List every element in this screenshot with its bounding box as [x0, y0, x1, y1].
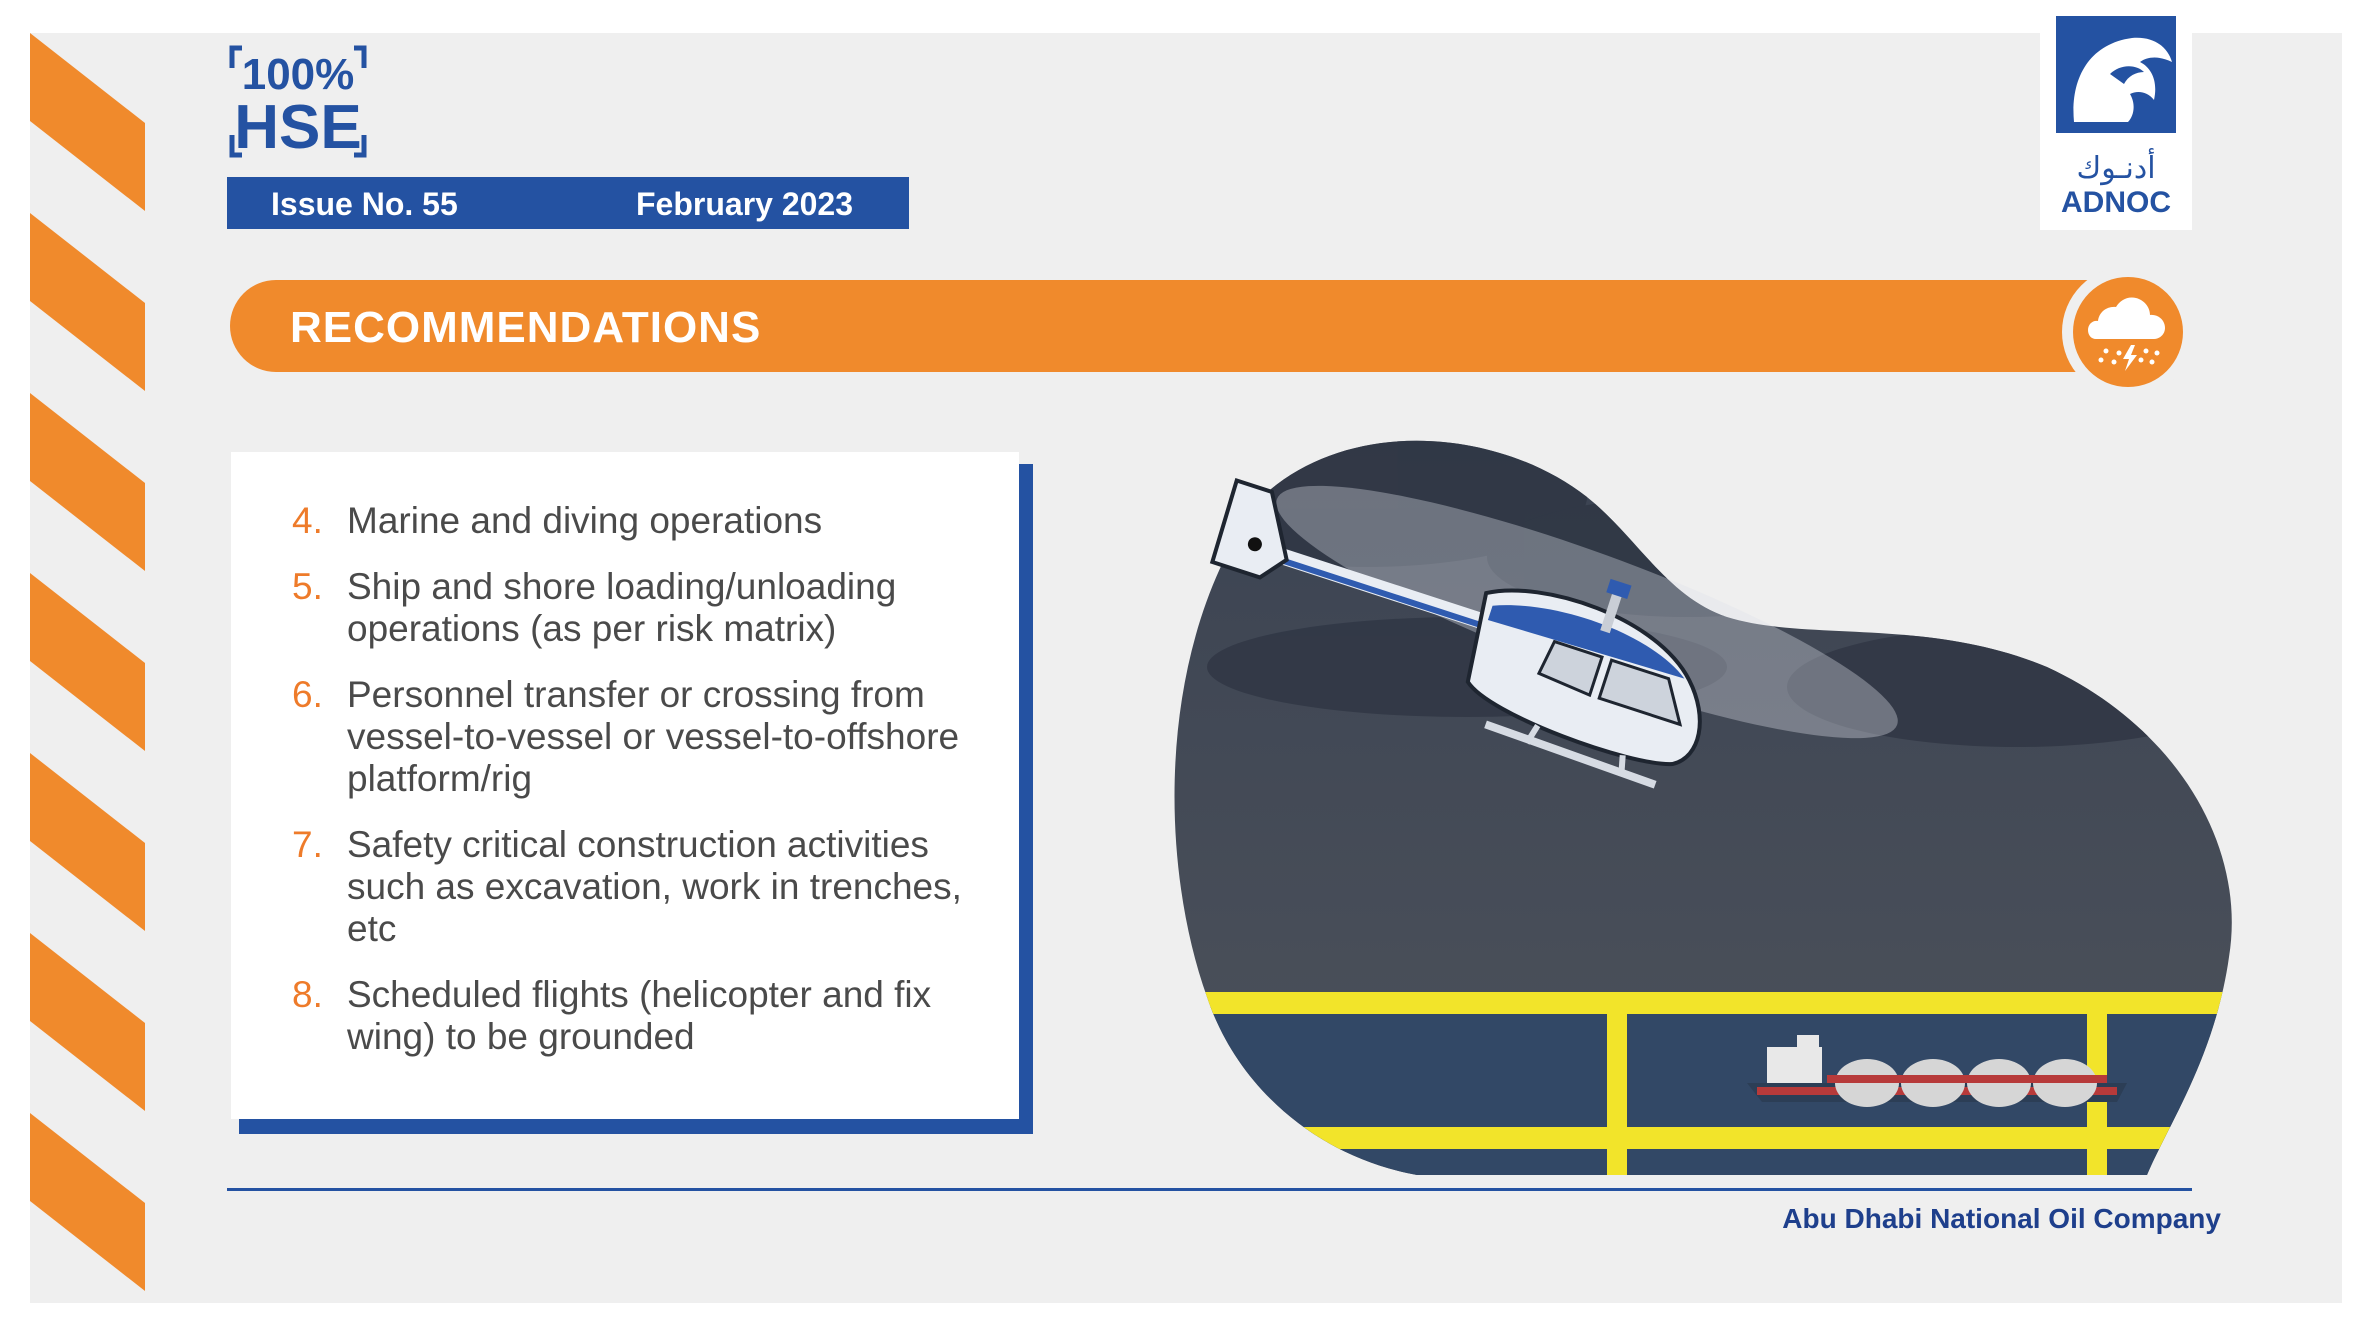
list-item: [292, 500, 982, 542]
hse-logo: [228, 44, 368, 159]
hazard-stripes: [30, 33, 145, 1303]
item-text: Personnel transfer or crossing from vessel-to-vessel or vessel-to-offshore platform/rig: [347, 674, 960, 799]
footer-company-name: Abu Dhabi National Oil Company: [1782, 1203, 2221, 1234]
item-text: Scheduled flights (helicopter and fix wing) to be grounded: [347, 974, 932, 1057]
storm-helicopter-illustration: [1167, 437, 2242, 1175]
section-header-bar: [230, 280, 2090, 372]
adnoc-logo: [2040, 0, 2192, 230]
footer-divider: [227, 1188, 2192, 1191]
adnoc-arabic-name: أدنـوك: [2076, 151, 2156, 186]
section-title: RECOMMENDATIONS: [290, 303, 762, 352]
item-number: 5.: [292, 566, 323, 607]
issue-number: Issue No. 55: [271, 186, 458, 222]
item-text: Marine and diving operations: [347, 500, 823, 541]
issue-bar: [227, 177, 909, 229]
item-number: 6.: [292, 674, 323, 715]
item-text: Ship and shore loading/unloading operations (as per risk matrix): [347, 566, 897, 649]
falcon-icon: [2040, 0, 2192, 230]
adnoc-name: ADNOC: [2061, 186, 2171, 219]
list-item: [292, 566, 982, 650]
item-text: Safety critical construction activities such as excavation, work in trenches, etc: [347, 824, 962, 949]
issue-date: February 2023: [636, 186, 854, 222]
list-item: [292, 974, 982, 1058]
hse-logo-line1: 100%: [241, 50, 355, 99]
item-number: 4.: [292, 500, 323, 541]
list-item: [292, 674, 982, 800]
recommendations-card: [231, 452, 1019, 1119]
item-number: 7.: [292, 824, 323, 865]
hse-logo-line2: HSE: [234, 93, 362, 159]
list-item: [292, 824, 982, 950]
item-number: 8.: [292, 974, 323, 1015]
recommendations-list: [292, 500, 982, 1082]
storm-cloud-icon: [2061, 265, 2196, 400]
